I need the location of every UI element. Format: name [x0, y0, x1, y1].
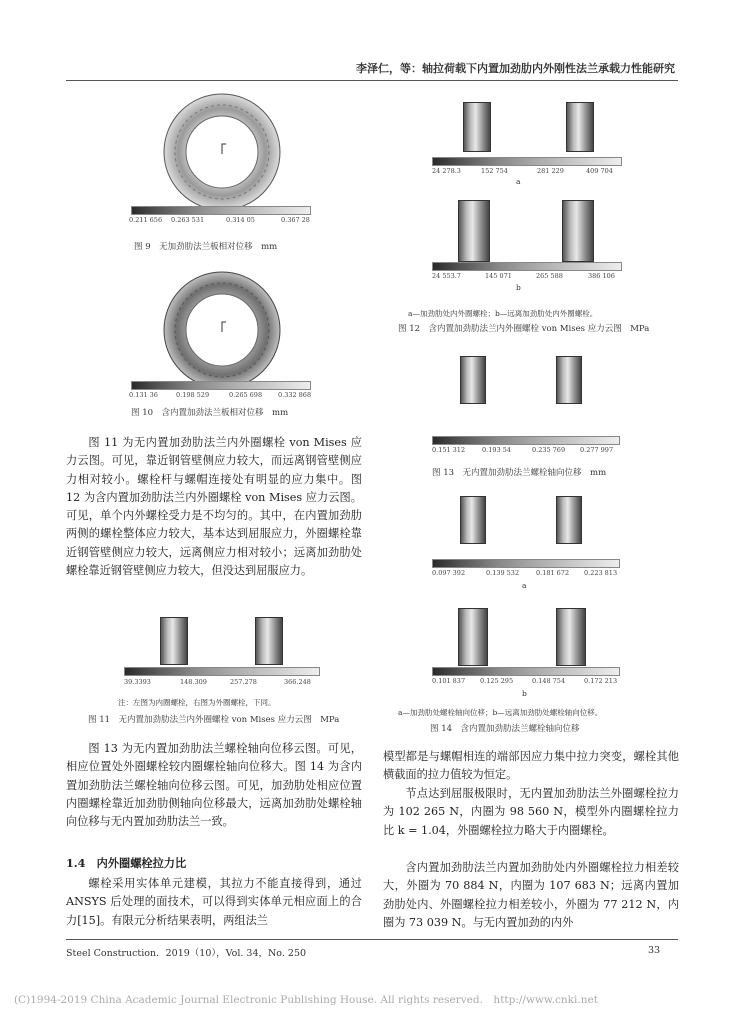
fig14a-tick: 0.139 532 — [486, 569, 520, 577]
fig14a-inner-bolt — [460, 496, 486, 544]
fig14b-tick: 0.148 754 — [532, 677, 566, 685]
fig13-outer-bolt — [556, 356, 582, 404]
fig10-contour-plot — [150, 270, 295, 390]
fig9-tick: 0.314 05 — [226, 216, 255, 224]
fig11-caption: 图 11 无内置加劲肋法兰内外圈螺栓 von Mises 应力云图 MPa — [88, 715, 340, 725]
fig12b-inner-bolt — [458, 200, 490, 262]
fig14a-tick: 0.181 672 — [536, 569, 570, 577]
fig11-tick: 39.3393 — [124, 678, 151, 686]
fig12a-tick: 152 754 — [481, 167, 508, 175]
fig12b-tick: 145 071 — [485, 272, 512, 280]
fig13-inner-bolt — [460, 356, 486, 404]
right-paragraph-2: 节点达到屈服极限时，无内置加劲肋法兰外圈螺栓拉力为 102 265 N，内圈为 98 560 N，模型外内圈螺栓拉力比 k = 1.04，外圈螺栓拉力略大于内圈螺栓。 — [383, 787, 679, 837]
fig10-tick: 0.265 698 — [229, 391, 263, 399]
fig14a-tick: 0.097 392 — [432, 569, 466, 577]
running-title: 李泽仁，等：轴拉荷载下内置加劲肋内外刚性法兰承载力性能研究 — [356, 62, 675, 75]
fig14b-tick: 0.172 213 — [584, 677, 618, 685]
fig14b-label: b — [522, 689, 527, 698]
copyright-notice: (C)1994-2019 China Academic Journal Electronic Publishing House. All rights reserved. http://www.cnki.net — [14, 994, 598, 1006]
fig12b-tick: 24 553.7 — [432, 272, 461, 280]
fig14a-legend-bar — [432, 559, 620, 568]
fig13-tick: 0.235 769 — [532, 446, 566, 454]
fig10-tick: 0.198 529 — [176, 391, 210, 399]
fig13-caption: 图 13 无内置加劲肋法兰螺栓轴向位移 mm — [432, 468, 607, 478]
fig12b-tick: 386 106 — [588, 272, 615, 280]
fig13-tick: 0.193 54 — [482, 446, 511, 454]
left-paragraph-2: 图 13 为无内置加劲肋法兰螺栓轴向位移云图。可见，相应位置处外圈螺栓较内圈螺栓轴向位移大。图 14 为含内置加劲肋法兰螺栓轴向位移云图。可见，加劲肋处相应位置内圈螺栓靠近加劲肋侧轴向位移最大，远离加劲肋处螺栓轴向位移与无内置加劲肋法兰一致。 — [66, 742, 362, 829]
fig14a-outer-bolt — [556, 496, 582, 544]
fig9-tick: 0.211 656 — [129, 216, 163, 224]
right-paragraph-1: 模型都是与螺帽相连的端部因应力集中拉力突变，螺栓其他横截面的拉力值较为恒定。 — [383, 750, 679, 782]
fig12-note: a—加劲肋处内外圈螺栓；b—远离加劲肋处内外圈螺栓。 — [408, 309, 598, 318]
fig11-note: 注：左图为内圈螺栓，右图为外圈螺栓，下同。 — [118, 698, 276, 707]
fig14-note: a—加劲肋处螺栓轴向位移；b—远离加劲肋处螺栓轴向位移。 — [398, 708, 603, 717]
fig13-tick: 0.151 312 — [432, 446, 466, 454]
fig10-legend-bar — [131, 381, 311, 390]
fig12b-legend-bar — [432, 262, 622, 271]
fig12-caption: 图 12 含内置加劲肋法兰内外圈螺栓 von Mises 应力云图 MPa — [398, 324, 650, 334]
fig14b-legend-bar — [432, 667, 620, 676]
fig9-legend-bar — [131, 206, 311, 215]
fig14a-tick: 0.223 813 — [584, 569, 618, 577]
fig12a-legend-bar — [432, 157, 622, 166]
fig9-contour-plot — [150, 92, 295, 212]
fig9-tick: 0.263 531 — [171, 216, 205, 224]
fig14b-outer-bolt — [556, 608, 586, 666]
fig12a-inner-bolt — [463, 102, 491, 152]
fig9-tick: 0.367 28 — [281, 216, 310, 224]
fig12b-label: b — [516, 283, 521, 292]
fig13-legend-bar — [432, 436, 620, 445]
fig10-tick: 0.131 36 — [129, 391, 158, 399]
page-number: 33 — [648, 945, 661, 956]
fig11-inner-bolt — [160, 617, 188, 665]
journal-info: Steel Construction．2019（10），Vol. 34，No. 250 — [66, 948, 307, 959]
fig12a-tick: 409 704 — [586, 167, 613, 175]
left-paragraph-1: 图 11 为无内置加劲肋法兰内外圈螺栓 von Mises 应力云图。可见，靠近钢管壁侧应力较大，而远离钢管壁侧应力相对较小。螺栓杆与螺帽连接处有明显的应力集中。图 12 为含内置加劲肋法兰内外圈螺栓 von Mises 应力云图。可见，单个内外螺栓受力是不均匀的。其中，在内置加劲肋两侧的螺栓整体应力较大，基本达到屈服应力，外圈螺栓靠近钢管壁侧应力较大，远离侧应力相对较小；远离加劲肋处螺栓靠近钢管壁侧应力较大，但没达到屈服应力。 — [66, 436, 362, 578]
header-rule — [66, 80, 678, 81]
fig11-tick: 148.309 — [180, 678, 207, 686]
left-paragraph-3: 螺栓采用实体单元建模，其拉力不能直接得到，通过 ANSYS 后处理的面技术，可以得到实体单元相应面上的合力[15]。有限元分析结果表明，两组法兰 — [66, 877, 362, 927]
fig9-caption: 图 9 无加劲肋法兰板相对位移 mm — [134, 242, 278, 252]
fig14-caption: 图 14 含内置加劲肋法兰螺栓轴向位移 — [430, 724, 580, 734]
fig12b-tick: 265 588 — [536, 272, 563, 280]
fig12a-outer-bolt — [566, 102, 594, 152]
fig10-tick: 0.332 868 — [278, 391, 312, 399]
fig11-tick: 366.248 — [284, 678, 311, 686]
fig12a-label: a — [516, 177, 521, 186]
footer-rule — [66, 939, 678, 940]
fig12a-tick: 281 229 — [537, 167, 564, 175]
right-paragraph-3: 含内置加劲肋法兰内置加劲肋处内外圈螺栓拉力相差较大，外圈为 70 884 N，内圈为 107 683 N；远离内置加劲肋处内、外圈螺栓拉力相差较小，外圈为 77 212 N，内圈为 73 039 N。与无内置加劲的内外 — [383, 861, 679, 929]
fig11-legend-bar — [124, 667, 320, 676]
fig12a-tick: 24 278.3 — [432, 167, 461, 175]
fig14b-tick: 0.101 837 — [432, 677, 466, 685]
fig11-tick: 257.278 — [230, 678, 257, 686]
fig14a-label: a — [522, 581, 527, 590]
fig10-caption: 图 10 含内置加劲法兰板相对位移 mm — [131, 408, 289, 418]
fig12b-outer-bolt — [562, 200, 594, 262]
fig13-tick: 0.277 997 — [580, 446, 614, 454]
fig14b-inner-bolt — [458, 608, 488, 666]
section-heading: 1.4 内外圈螺栓拉力比 — [66, 856, 187, 870]
fig14b-tick: 0.125 295 — [480, 677, 514, 685]
fig11-outer-bolt — [255, 617, 283, 665]
